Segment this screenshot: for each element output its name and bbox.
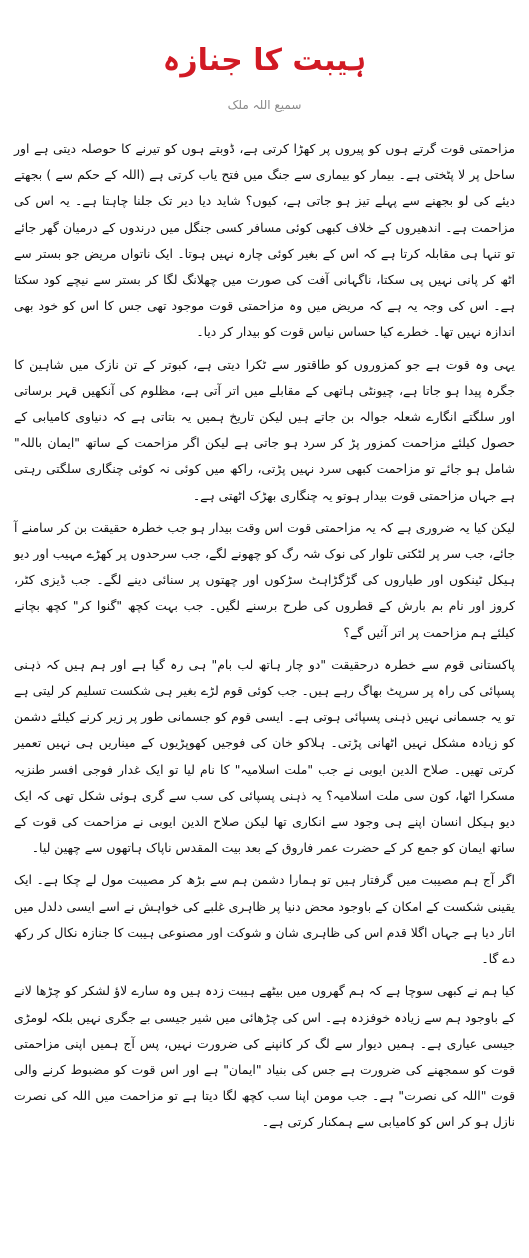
paragraph: پاکستانی قوم سے خطرہ درحقیقت "دو چار ہاتھ لب بام" ہی رہ گیا ہے اور ہم ہیں کہ ذہنی پسپائی کی راہ پر سرپٹ بھاگ رہے ہیں۔ جب کوئی قوم لڑے بغیر ہی شکست تسلیم کر لیتی ہے تو یہ جسمانی نہیں ذہنی پسپائی ہوتی ہے۔ ایسی قوم کو جسمانی طور پر زیر کرنے کیلئے دشمن کو زیادہ مشکل نہیں اٹھانی پڑتی۔ ہلاکو خان کی فوجیں کھوپڑیوں کے میناریں ہی نہیں تعمیر کرتی تھیں۔ صلاح الدین ایوبی نے جب "ملت اسلامیہ" کا نام لیا تو ایک غدار فوجی افسر طنزیہ مسکرا اٹھا، کون سی ملت اسلامیہ؟ یہ ذہنی پسپائی کی سب سے گری ہوئی شکل تھی کہ ایک دیو ہیکل انسان اپنے ہی وجود سے انکاری تھا لیکن صلاح الدین ایوبی نے مزاحمت کی قوت کے ساتھ ایمان کو جمع کر کے حضرت عمر فاروق کے بعد بیت المقدس ناپاک ہاتھوں سے چھین لیا۔ [14,656,515,856]
paragraph: اگر آج ہم مصیبت میں گرفتار ہیں تو ہمارا دشمن ہم سے بڑھ کر مصیبت مول لے چکا ہے۔ ایک یقینی شکست کے امکان کے باوجود محض دنیا پر ظاہری غلبے کی خواہش نے اسے ایسی دلدل میں اتار دیا ہے جہاں اگلا قدم اس کی ظاہری شان و شوکت اور مصنوعی ہیبت کا جنازہ نکال کر رکھ دے گا۔ [14,872,515,967]
paragraph: یہی وہ قوت ہے جو کمزوروں کو طاقتور سے ٹکرا دیتی ہے، کبوتر کے تن نازک میں شاہین کا جگرہ پیدا ہو جاتا ہے، چیونٹی ہاتھی کے مقابلے میں اتر آتی ہے، مظلوم کی آنکھیں قہر برساتی اور سلگتے انگارے شعلہ جوالہ بن جاتے ہیں لیکن تاریخ ہمیں یہ بتاتی ہے کہ دنیاوی کامیابی کے حصول کیلئے مزاحمت کمزور پڑ کر سرد ہو جاتی ہے لیکن اگر مزاحمت کے ساتھ "ایمان باللہ" شامل ہو جائے تو مزاحمت کبھی سرد نہیں پڑتی، راکھ میں کوئی نہ کوئی چنگاری سلگتی رہتی ہے جہاں مزاحمتی قوت بیدار ہوتو یہ چنگاری بھڑک اٹھتی ہے۔ [14,356,515,503]
author-byline: سمیع اللہ ملک [227,98,302,112]
article-body [14,136,515,1136]
paragraph: کیا ہم نے کبھی سوچا ہے کہ ہم گھروں میں بیٹھے ہیبت زدہ ہیں وہ سارے لاؤ لشکر کو چڑھا لانے کے باوجود ہم سے زیادہ خوفزدہ ہے۔ اس کی چڑھائی میں شیر جیسی بے جگری نہیں بلکہ لومڑی جیسی عیاری ہے۔ ہمیں دیوار سے لگ کر کانپنے کی ضرورت نہیں، پس آج ہمیں اپنی مزاحمتی قوت کو سمجھنے کی ضرورت ہے جس کی بنیاد "ایمان" ہے اور اس قوت کو مضبوط کرنے والی قوت "اللہ کی نصرت" ہے۔ جب مومن اپنا سب کچھ لگا دیتا ہے تو مزاحمت میں اللہ کی نصرت نازل ہو کر اس کو کامیابی سے ہمکنار کرتی ہے۔ [14,983,515,1130]
article-title: ہیبت کا جنازہ [162,43,367,78]
paragraph: مزاحمتی قوت گرتے ہوں کو پیروں پر کھڑا کرتی ہے، ڈوبتے ہوں کو تیرنے کا حوصلہ دیتی ہے اور ساحل پر لا پٹختی ہے۔ بیمار کو بیماری سے جنگ میں فتح یاب کرتی ہے (اللہ کے حکم سے ) بجھتے دیئے کی لو بجھنے سے پہلے تیز ہو جاتی ہے، کیوں؟ شاید دیا دیر تک جلنا چاہتا ہے۔ یہ اس کی مزاحمت ہے۔ اندھیروں کے خلاف کبھی کوئی مسافر کسی جنگل میں درندوں کے درمیان گھر جائے تو تنہا ہی مقابلہ کرتا ہے کہ اس کے بغیر کوئی چارہ نہیں ہوتا۔ ایک ناتواں مریض جو بستر سے اٹھ کر پانی نہیں پی سکتا، ناگہانی آفت کی صورت میں چھلانگ لگا کر بستر سے نیچے کود سکتا ہے۔ اس کی وجہ یہ ہے کہ مریض میں وہ مزاحمتی قوت موجود تھی جس کا اس کو خود بھی اندازہ نہیں تھا۔ خطرے کیا حساس نیاس قوت کو بیدار کر دیا۔ [14,141,515,340]
paragraph: لیکن کیا یہ ضروری ہے کہ یہ مزاحمتی قوت اس وقت بیدار ہو جب خطرہ حقیقت بن کر سامنے آ جائے، جب سر پر لٹکتی تلوار کی نوک شہ رگ کو چھونے لگے، جب سرحدوں پر کھڑے مہیب اور دیو ہیکل ٹینکوں اور طیاروں کی گڑگڑاہٹ سڑکوں اور چھتوں پر سنائی دینے لگے۔ جب ڈیزی کٹر، کروز اور نام بم بارش کے قطروں کی طرح برسنے لگیں۔ جب بہت کچھ "گنوا کر" کچھ بچانے کیلئے ہم مزاحمت پر اتر آئیں گے؟ [14,519,515,640]
